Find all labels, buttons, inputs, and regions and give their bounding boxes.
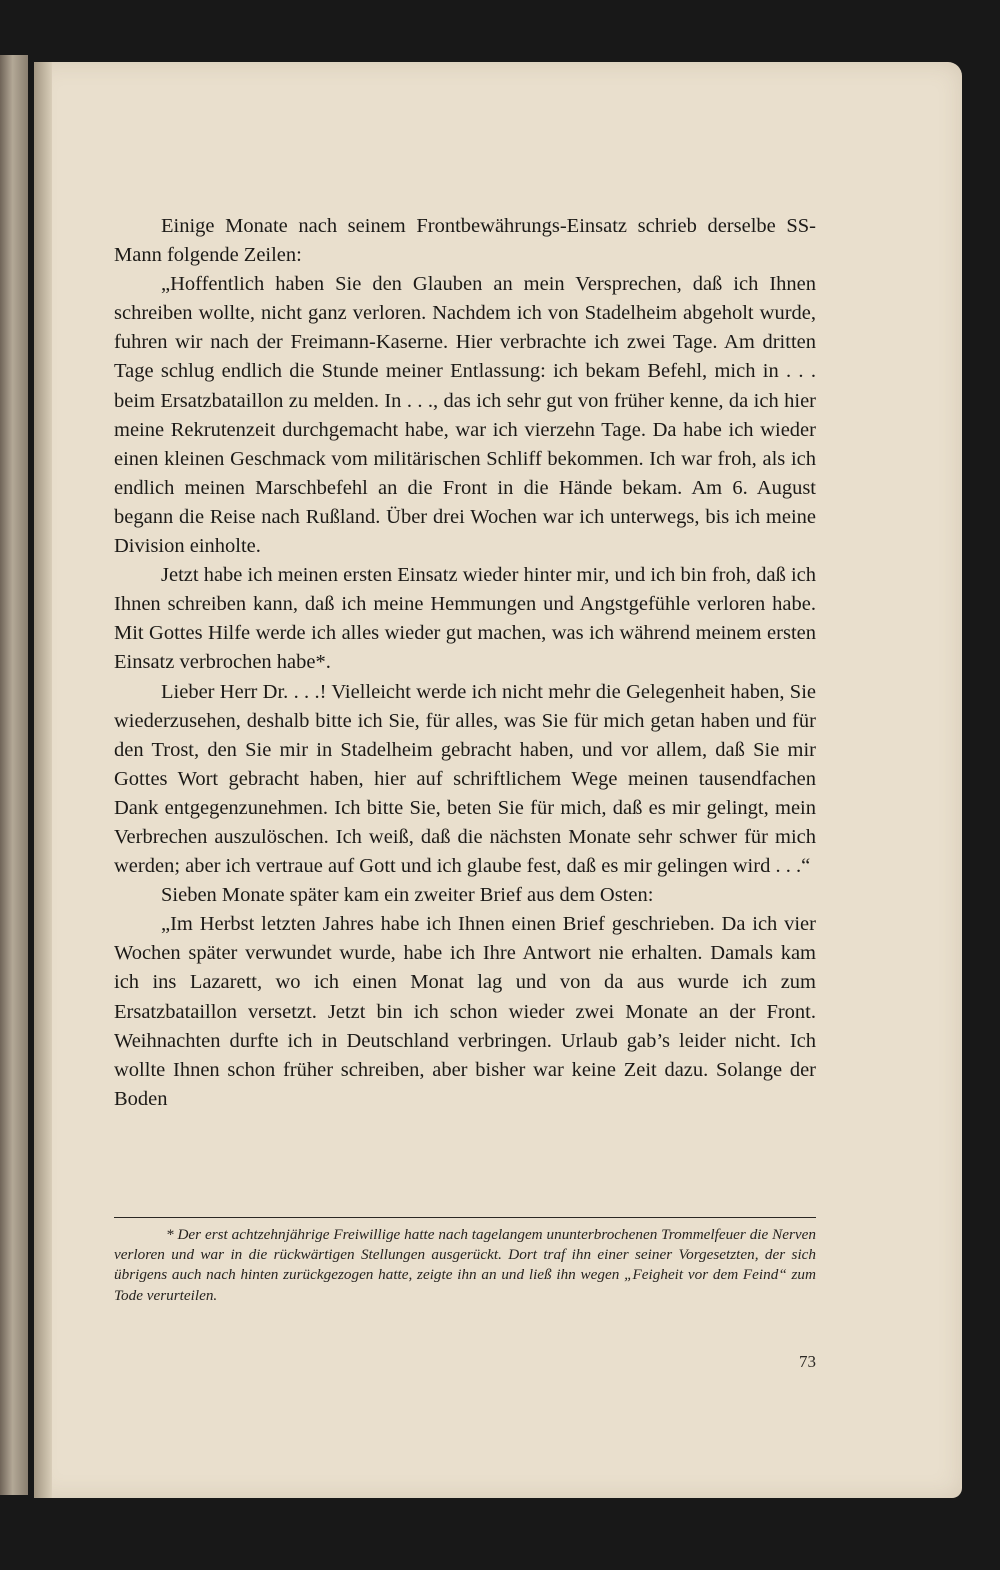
paragraph: Jetzt habe ich meinen ersten Einsatz wieder hinter mir, und ich bin froh, daß ich Ihnen schreiben kann, daß ich meine Hemmungen und Angstgefühle verloren habe. Mit Gottes Hilfe werde ich alles wieder gut machen, was ich während meinem ersten Einsatz verbrochen habe*. <box>114 564 816 674</box>
page-number: 73 <box>799 1352 816 1371</box>
paragraph: Sieben Monate später kam ein zweiter Brief aus dem Osten: <box>161 884 654 907</box>
paragraph: „Hoffentlich haben Sie den Glauben an mein Versprechen, daß ich Ihnen schreiben wollte, nicht ganz verloren. Nachdem ich von Stadelheim abgeholt wurde, fuhren wir nach der Freimann-Kaserne. Hier verbrachte ich zwei Tage. Am dritten Tage schlug endlich die Stunde meiner Entlassung: ich bekam Befehl, mich in . . . beim Ersatzbataillon zu melden. In . . ., das ich sehr gut von früher kenne, da ich hier meine Rekrutenzeit durchgemacht habe, war ich vierzehn Tage. Da habe ich wieder einen kleinen Geschmack vom militärischen Schliff bekommen. Ich war froh, als ich endlich meinen Marschbefehl an die Front in die Hände bekam. Am 6. August begann die Reise nach Rußland. Über drei Wochen war ich unterwegs, bis ich meine Division einholte. <box>114 273 816 558</box>
paragraph: Lieber Herr Dr. . . .! Vielleicht werde ich nicht mehr die Gelegenheit haben, Sie wiederzusehen, deshalb bitte ich Sie, für alles, was Sie für mich getan haben und für den Trost, den Sie mir in Stadelheim gebracht haben, und vor allem, daß Sie mir Gottes Wort gebracht haben, hier auf schriftlichem Wege meinen tausendfachen Dank entgegenzunehmen. Ich bitte Sie, beten Sie für mich, daß es mir gelingt, mein Verbrechen auszulöschen. Ich weiß, daß die nächsten Monate sehr schwer für mich werden; aber ich vertraue auf Gott und ich glaube fest, daß es mir gelingen wird . . .“ <box>114 680 816 878</box>
footnote-rule <box>114 1217 816 1218</box>
footnote: * Der erst achtzehnjährige Freiwillige hatte nach tagelangem ununterbrochenen Trommelfeuer die Nerven verloren und war in die rückwärtigen Stellungen ausgerückt. Dort traf ihn einer seiner Vorgesetzten, der sich übrigens auch nach hinten zurückgezogen hatte, zeigte ihn an und ließ ihn wegen „Feigheit vor dem Feind“ zum Tode verurteilen. <box>114 1226 816 1304</box>
paragraph: „Im Herbst letzten Jahres habe ich Ihnen einen Brief geschrieben. Da ich vier Wochen später verwundet wurde, habe ich Ihre Antwort nie erhalten. Damals kam ich ins Lazarett, wo ich einen Monat lag und von da aus wurde ich zum Ersatzbataillon versetzt. Jetzt bin ich schon wieder zwei Monate an der Front. Weihnachten durfte ich in Deutschland verbringen. Urlaub gab’s leider nicht. Ich wollte Ihnen schon früher schreiben, aber bisher war keine Zeit dazu. Solange der Boden <box>114 913 816 1110</box>
page-gutter <box>34 62 52 1498</box>
paragraph: Einige Monate nach seinem Frontbewährungs-Einsatz schrieb derselbe SS-Mann folgende Zeilen: <box>114 215 816 267</box>
left-page-edge <box>0 55 28 1495</box>
body-text <box>114 212 816 1114</box>
